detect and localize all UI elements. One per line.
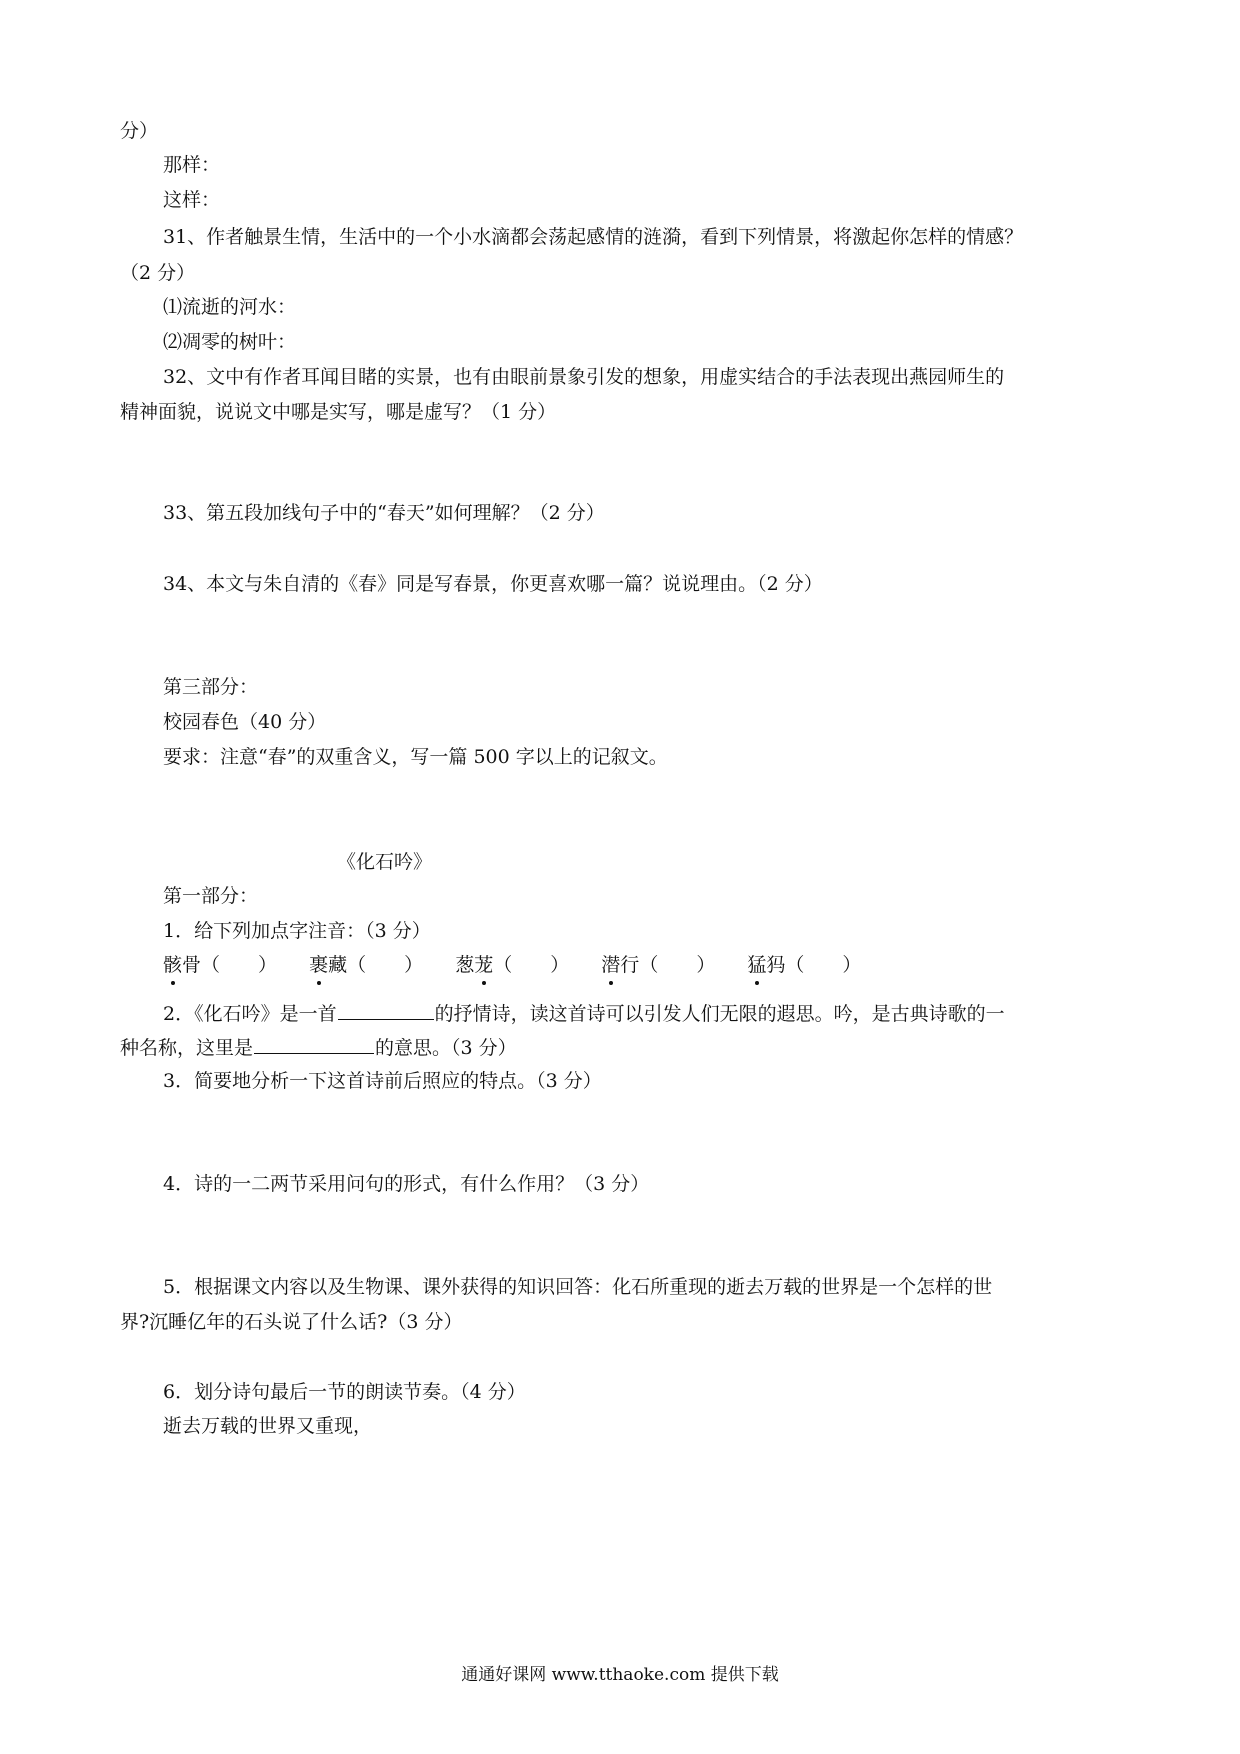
question-3: 3．简要地分析一下这首诗前后照应的特点。（3 分）	[163, 1070, 602, 1092]
essay-title: 校园春色（40 分）	[163, 711, 327, 733]
section-heading: 第一部分：	[163, 885, 259, 907]
pinyin-item: 裹 藏（ ）	[309, 952, 423, 978]
text-line: 种名称，这里是 的意思。（3 分）	[120, 1033, 517, 1061]
question-34: 34、本文与朱自清的《春》同是写春景，你更喜欢哪一篇？说说理由。（2 分）	[163, 573, 823, 595]
question-33: 33、第五段加线句子中的“春天”如何理解？（2 分）	[163, 502, 605, 524]
answer-paren: （ ）	[201, 954, 278, 976]
question-2: 2．《化石吟》是一首 的抒情诗，读这首诗可以引发人们无限的遐思。吟，是古典诗歌的一	[163, 999, 1005, 1027]
dotted-char: 猛	[747, 952, 766, 978]
answer-paren: （ ）	[785, 954, 862, 976]
pinyin-item: 骸 骨（ ）	[163, 952, 277, 978]
text-line: 这样：	[163, 189, 221, 211]
pinyin-item: 潜 行（ ）	[601, 952, 715, 978]
question-4: 4．诗的一二两节采用问句的形式，有什么作用？（3 分）	[163, 1173, 650, 1195]
pinyin-row	[163, 952, 887, 978]
text-line: 分）	[120, 120, 159, 142]
text-line: （2 分）	[120, 262, 196, 284]
question-31: 31、作者触景生情，生活中的一个小水滴都会荡起感情的涟漪，看到下列情景，将激起你怎样的情感？	[163, 226, 1024, 248]
answer-paren: （ ）	[493, 954, 570, 976]
question-6: 6．划分诗句最后一节的朗读节奏。（4 分）	[163, 1381, 526, 1403]
text-line: ⑵凋零的树叶：	[163, 331, 297, 353]
poem-title: 《化石吟》	[337, 851, 433, 873]
text-line: ⑴流逝的河水：	[163, 296, 297, 318]
text-line: 界?沉睡亿年的石头说了什么话?（3 分）	[120, 1311, 463, 1333]
pinyin-item: 葱茏 （ ）	[455, 952, 569, 978]
section-heading: 第三部分：	[163, 676, 259, 698]
poem-line: 逝去万载的世界又重现，	[163, 1415, 373, 1437]
pinyin-item: 猛 犸（ ）	[747, 952, 861, 978]
fill-blank[interactable]	[254, 1033, 374, 1054]
footer-watermark: 通通好课网 www.tthaoke.com 提供下载	[461, 1665, 779, 1685]
dotted-char: 潜	[601, 952, 620, 978]
fill-blank[interactable]	[338, 999, 434, 1020]
dotted-char: 茏	[474, 952, 493, 978]
text-line: 那样：	[163, 154, 221, 176]
dotted-char: 裹	[309, 952, 328, 978]
question-32: 32、文中有作者耳闻目睹的实景，也有由眼前景象引发的想象，用虚实结合的手法表现出燕园师生的	[163, 366, 1005, 388]
question-5: 5．根据课文内容以及生物课、课外获得的知识回答：化石所重现的逝去万载的世界是一个怎样的世	[163, 1276, 993, 1298]
dotted-char: 骸	[163, 952, 182, 978]
essay-requirement: 要求：注意“春”的双重含义，写一篇 500 字以上的记叙文。	[163, 746, 668, 768]
answer-paren: （ ）	[639, 954, 716, 976]
text-line: 精神面貌，说说文中哪是实写，哪是虚写？（1 分）	[120, 401, 557, 423]
question-1: 1．给下列加点字注音：（3 分）	[163, 920, 431, 942]
answer-paren: （ ）	[347, 954, 424, 976]
